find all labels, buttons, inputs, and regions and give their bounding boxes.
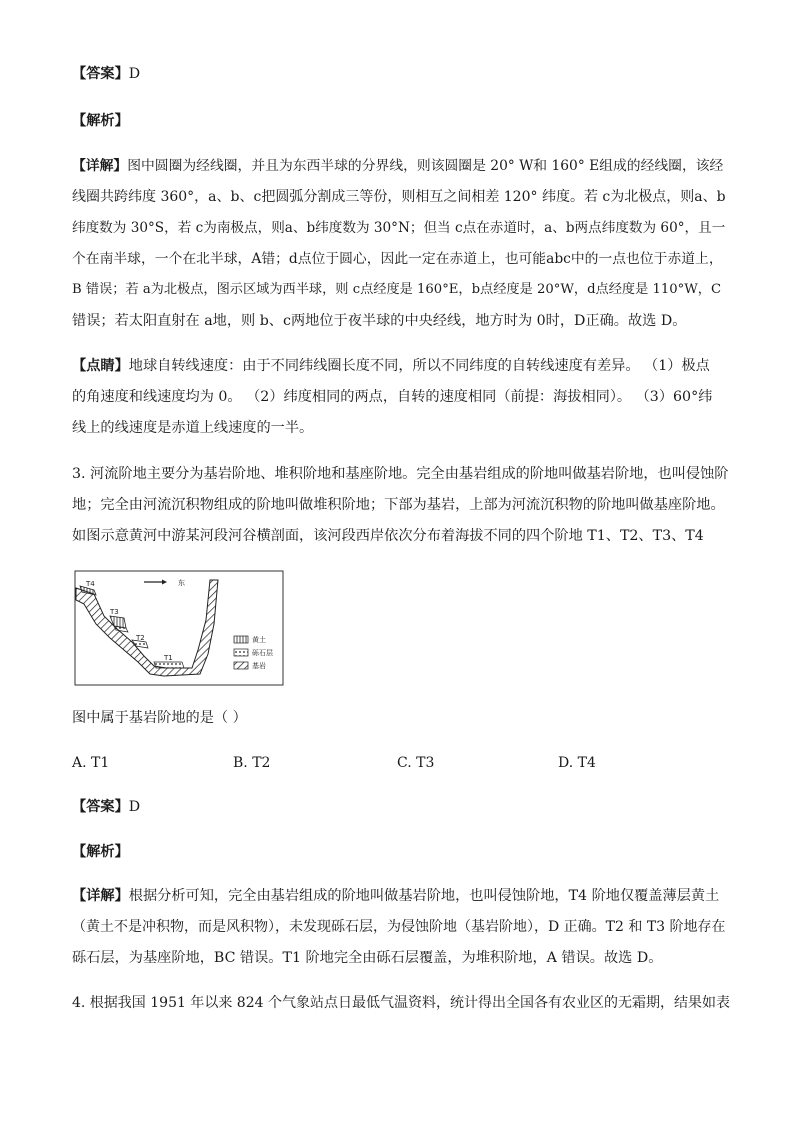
q3-answer-value: D xyxy=(128,799,141,815)
q3-detail-line-0 xyxy=(72,886,719,906)
q2-point-line-2: 线上的线速度是赤道上线速度的一半。 xyxy=(72,420,314,436)
terrace-label-t3: T3 xyxy=(110,608,119,616)
q3-stem-line-2: 如图示意黄河中游某河段河谷横剖面，该河段西岸依次分布着海拔不同的四个阶地 T1、T2、T3、T4 xyxy=(72,528,704,544)
q3-answer-tag: 【答案】 xyxy=(72,799,129,815)
q3-stem-line-1: 地；完全由河流沉积物组成的阶地叫做堆积阶地；下部为基岩，上部为河流沉积物的阶地叫做基座阶地。 xyxy=(72,497,725,513)
q2-detail-line-3: 个在南半球，一个在北半球，A错；d点位于圆心，因此一定在赤道上，也可能abc中的一点也位于赤道上， xyxy=(72,251,723,267)
q2-point-tag: 【点睛】 xyxy=(72,358,129,374)
q2-point-text: 地球自转线速度：由于不同纬线圈长度不同，所以不同纬度的自转线速度有差异。 （1）极点 xyxy=(128,358,710,374)
river-terrace-cross-section-figure xyxy=(74,570,284,686)
q2-detail-line-0 xyxy=(72,156,723,176)
q2-point-line-1: 的角速度和线速度均为 0。 （2）纬度相同的两点，自转的速度相同（前提：海拔相同）。 （3）60°纬 xyxy=(72,389,713,405)
q3-detail-line-1: （黄土不是冲积物，而是风积物），未发现砾石层，为侵蚀阶地（基岩阶地），D 正确。T2 和 T3 阶地存在 xyxy=(72,919,726,935)
q2-answer-tag: 【答案】 xyxy=(72,66,129,82)
q2-detail-line-4: B 错误；若 a为北极点，图示区域为西半球，则 c点经度是 160°E，b点经度是 20°W，d点经度是 110°W，C xyxy=(72,282,722,297)
q3-detail-tag: 【详解】 xyxy=(72,888,129,904)
gravel-layer-t1 xyxy=(154,662,184,668)
legend-label-gravel: 砾石层 xyxy=(252,649,273,657)
q2-detail-text: 图中圆圈为经线圈，并且为东西半球的分界线，则该圆圈是 20° W和 160° E组成的经线圈，该经 xyxy=(127,158,724,174)
q2-answer-line xyxy=(72,64,140,84)
q2-detail-tag: 【详解】 xyxy=(72,158,128,174)
q3-detail-text: 根据分析可知，完全由基岩组成的阶地叫做基岩阶地，也叫侵蚀阶地，T4 阶地仅覆盖薄层黄土 xyxy=(128,888,720,904)
q3-question: 图中属于基岩阶地的是（ ） xyxy=(72,710,247,726)
terrace-label-t4: T4 xyxy=(86,580,95,588)
legend-label-loess: 黄土 xyxy=(252,636,266,644)
q4-stem-line: 4. 根据我国 1951 年以来 824 个气象站点日最低气温资料，统计得出全国各有农业区的无霜期，结果如表 xyxy=(72,995,730,1011)
q3-answer-line xyxy=(72,797,140,817)
direction-label: 东 xyxy=(178,579,185,587)
q3-option-d: D. T4 xyxy=(558,755,596,771)
q2-answer-value: D xyxy=(128,66,141,82)
q3-detail-line-2: 砾石层，为基座阶地，BC 错误。T1 阶地完全由砾石层覆盖，为堆积阶地，A 错误。故选 D。 xyxy=(72,950,663,966)
q3-option-b: B. T2 xyxy=(233,755,271,771)
terrace-diagram-svg xyxy=(74,570,284,686)
legend-swatch-loess xyxy=(234,636,248,643)
legend-swatch-bedrock xyxy=(234,662,248,669)
legend-label-bedrock: 基岩 xyxy=(252,662,266,670)
q2-analysis-tag: 【解析】 xyxy=(72,113,129,129)
q3-option-c: C. T3 xyxy=(397,755,435,771)
q2-detail-line-5: 错误；若太阳直射在 a地，则 b、c两地位于夜半球的中央经线，地方时为 0时，D正确。故选 D。 xyxy=(72,313,687,329)
q3-stem-line-0: 3. 河流阶地主要分为基岩阶地、堆积阶地和基座阶地。完全由基岩组成的阶地叫做基岩阶地，也叫侵蚀阶 xyxy=(72,466,729,482)
q3-option-a: A. T1 xyxy=(72,755,110,771)
terrace-label-t2: T2 xyxy=(136,634,145,642)
legend-swatch-gravel xyxy=(234,649,248,656)
q2-detail-line-1: 线圈共跨纬度 360°，a、b、c把圆弧分割成三等份，则相互之间相差 120° 纬度。若 c为北极点，则a、b xyxy=(72,189,726,205)
terrace-label-t1: T1 xyxy=(164,654,173,662)
q2-detail-line-2: 纬度数为 30°S，若 c为南极点，则a、b纬度数为 30°N；但当 c点在赤道时，a、b两点纬度数为 60°，且一 xyxy=(72,220,726,236)
q2-point-line-0 xyxy=(72,356,710,376)
q3-analysis-tag: 【解析】 xyxy=(72,844,129,860)
